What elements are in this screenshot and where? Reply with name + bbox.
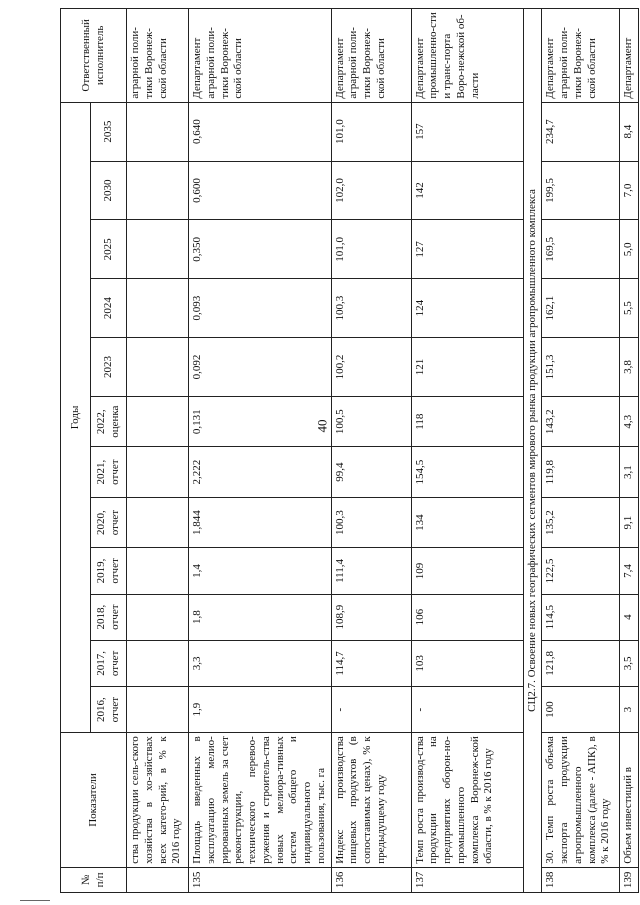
header-responsible: Ответственный исполнитель [61,9,127,103]
value-cell: 114,7 [331,640,411,686]
table-row [189,9,332,893]
value-cell [127,279,189,338]
value-cell: 111,4 [331,548,411,594]
value-cell: 101,0 [331,102,411,161]
value-cell: 106 [411,594,523,640]
year-col: 2017, отчет [91,640,127,686]
page-number: 40 [314,419,330,433]
value-cell: 0,600 [189,161,332,220]
value-cell: 4,3 [620,396,639,446]
indicator-cell: Объем инвестиций в [620,733,639,868]
indicator-cell: 30. Темп роста объема экспорта продукции агропромышленного комплекса (далее - АПК), в % к 2016 году [542,733,620,868]
row-number [127,867,189,892]
value-cell [127,687,189,733]
value-cell: 3 [620,687,639,733]
year-col: 2022, оценка [91,396,127,446]
value-cell: 3,5 [620,640,639,686]
footnote-rule [20,900,50,901]
value-cell: 101,0 [331,220,411,279]
responsible-cell: Департамент аграрной поли-тики Воронеж-ской области [331,9,411,103]
value-cell: 234,7 [542,102,620,161]
responsible-cell: Департамент аграрной поли-тики Воронеж-ской области [542,9,620,103]
value-cell: 1,844 [189,497,332,547]
section-title: СЦ2.7. Освоение новых географических сегментов мирового рынка продукции агропромышленного комплекса [523,9,542,893]
value-cell: 114,5 [542,594,620,640]
value-cell: 5,0 [620,220,639,279]
value-cell: 134 [411,497,523,547]
value-cell: 157 [411,102,523,161]
row-number: 139 [620,867,639,892]
header-num: № п/п [61,867,127,892]
value-cell: - [331,687,411,733]
value-cell: 2,222 [189,447,332,497]
year-col: 2021, отчет [91,447,127,497]
table-row [127,9,189,893]
value-cell: 99,4 [331,447,411,497]
value-cell: 109 [411,548,523,594]
value-cell: 1,8 [189,594,332,640]
responsible-cell: Департамент аграрной поли-тики Воронеж-ской области [189,9,332,103]
value-cell: 199,5 [542,161,620,220]
value-cell [127,161,189,220]
indicators-table [60,8,639,893]
value-cell: 154,5 [411,447,523,497]
year-col: 2016, отчет [91,687,127,733]
value-cell [127,594,189,640]
value-cell: 122,5 [542,548,620,594]
indicator-cell: Индекс производства пищевых продуктов (в сопоставимых ценах), % к предыдущему году [331,733,411,868]
year-col: 2019, отчет [91,548,127,594]
responsible-cell: аграрной поли-тики Воронеж-ской области [127,9,189,103]
value-cell: 118 [411,396,523,446]
value-cell: 151,3 [542,338,620,397]
value-cell: 100,5 [331,396,411,446]
row-number: 136 [331,867,411,892]
value-cell: 102,0 [331,161,411,220]
table-row [542,9,620,893]
year-col: 2020, отчет [91,497,127,547]
value-cell [127,338,189,397]
value-cell: 121 [411,338,523,397]
value-cell: 100,3 [331,279,411,338]
value-cell: 121,8 [542,640,620,686]
indicator-cell: ства продукции сель-ского хозяйства в хо-зяйствах всех катего-рий, в % к 2016 году [127,733,189,868]
value-cell: 162,1 [542,279,620,338]
value-cell [127,447,189,497]
table-row [620,9,639,893]
value-cell: 119,8 [542,447,620,497]
table-row [411,9,523,893]
value-cell: 5,5 [620,279,639,338]
year-col: 2035 [91,102,127,161]
row-number: 135 [189,867,332,892]
value-cell: 124 [411,279,523,338]
value-cell [127,102,189,161]
value-cell: 108,9 [331,594,411,640]
header-indicators: Показатели [61,733,127,868]
value-cell: 135,2 [542,497,620,547]
value-cell: 1,4 [189,548,332,594]
value-cell: 8,4 [620,102,639,161]
responsible-cell: Департамент [620,9,639,103]
value-cell: 4 [620,594,639,640]
value-cell: 7,4 [620,548,639,594]
value-cell: 100,3 [331,497,411,547]
value-cell: 100 [542,687,620,733]
year-col: 2023 [91,338,127,397]
value-cell [127,497,189,547]
value-cell: 3,3 [189,640,332,686]
row-number: 138 [542,867,620,892]
table-row [331,9,411,893]
rotated-table-container [60,8,635,893]
indicator-cell: Площадь введенных в эксплуатацию мелио-рированных земель за счет реконструкции, технического перевоо-ружения и строитель-ства новых мелиора-тивных систем общего и индивидуального пользования, тыс. га [189,733,332,868]
year-col: 2030 [91,161,127,220]
value-cell: 143,2 [542,396,620,446]
value-cell: 169,5 [542,220,620,279]
value-cell [127,640,189,686]
responsible-cell: Департамент промышленно-сти и транс-порта Воро-нежской об-ласти [411,9,523,103]
indicator-cell: Темп роста производ-ства продукции на предприятиях оборон-но-промышленного комплекса Воронеж-ской области, в % к 2016 году [411,733,523,868]
value-cell [127,396,189,446]
year-col: 2018, отчет [91,594,127,640]
rotated-table [60,8,635,893]
value-cell [127,220,189,279]
value-cell: 127 [411,220,523,279]
value-cell: 0,093 [189,279,332,338]
year-col: 2025 [91,220,127,279]
value-cell: 3,8 [620,338,639,397]
value-cell: 1,9 [189,687,332,733]
value-cell: 0,640 [189,102,332,161]
value-cell: 142 [411,161,523,220]
header-years: Годы [61,102,91,733]
value-cell: 0,131 [189,396,332,446]
value-cell: - [411,687,523,733]
value-cell [127,548,189,594]
row-number: 137 [411,867,523,892]
value-cell: 0,350 [189,220,332,279]
year-col: 2024 [91,279,127,338]
value-cell: 3,1 [620,447,639,497]
value-cell: 9,1 [620,497,639,547]
value-cell: 0,092 [189,338,332,397]
value-cell: 103 [411,640,523,686]
value-cell: 100,2 [331,338,411,397]
value-cell: 7,0 [620,161,639,220]
